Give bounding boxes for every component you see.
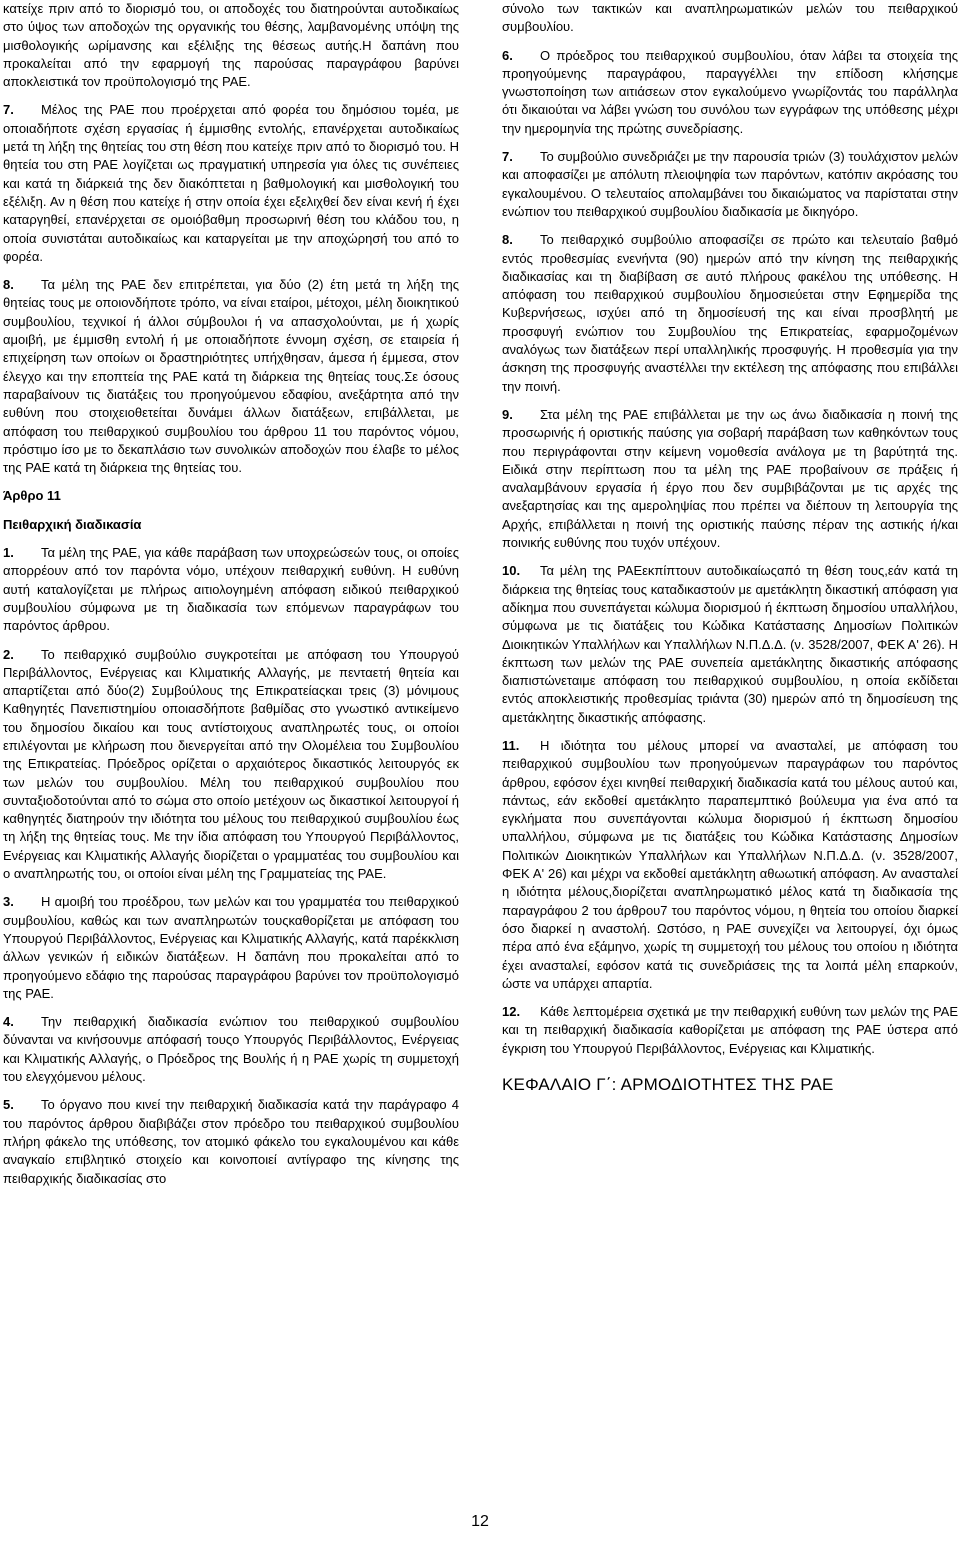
paragraph-7: [3, 101, 459, 266]
paragraph-number: 1.: [3, 545, 14, 561]
paragraph-text: Το πειθαρχικό συμβούλιο συγκροτείται με απόφαση του Υπουργού Περιβάλλοντος, Ενέργειας και Κλιματικής Αλλαγής, με πενταετή θητεία και απαρτίζεται από δύο(2) Συμβούλους της Επικρατείαςκαι τρεις (3) μόνιμους Καθηγητές Πανεπιστημίου οποιασδήποτε βαθμίδας στο γνωστικό αντικείμενο του δημοσίου δικαίου και τους αντίστοιχους αναπληρωτές τους, οι οποίοι επιλέγονται με κλήρωση που διενεργείται από την Ολομέλεια του Συμβουλίου της Επικρατείας. Πρόεδρος ορίζεται ο αρχαιότερος δικαστικός λειτουργός εκ των μελών του συμβουλίου. Μέλη του πειθαρχικού συμβουλίου που συνταξιοδοτούνται από το σώμα στο οποίο μετέχουν ως δικαστικοί λειτουργοί ή καθηγητές διατηρούν την ιδιότητα του μέλους του πειθαρχικού συμβουλίου έως τη λήξη της θητείας τους. Με την ίδια απόφαση του Υπουργού Περιβάλλοντος, Ενέργειας και Κλιματικής Αλλαγής διορίζεται ο γραμματέας του συμβουλίου και ο αναπληρωτής του, οι οποίοι είναι μέλη της Γραμματείας της ΡΑΕ.: [3, 646, 459, 882]
chapter-heading: ΚΕΦΑΛΑΙΟ Γ΄: ΑΡΜΟΔΙΟΤΗΤΕΣ ΤΗΣ ΡΑΕ: [502, 1075, 834, 1095]
paragraph-text: Μέλος της ΡΑΕ που προέρχεται από φορέα του δημόσιου τομέα, με οποιαδήποτε σχέση εργασίας ή έμμισθης εντολής, επανέρχεται αυτοδικαίως μετά τη λήξη της θητείας του στη θέση που κατείχε πριν από το διορισμό του. Η θητεία του στη ΡΑΕ λογίζεται ως πραγματική υπηρεσία για όλες τις συνέπειες και κατά τη διάρκειά της δεν διακόπτεται η βαθμολογική και μισθολογική του εξέλιξη. Αν η θέση που κατείχε ή στην οποία έχει εξελιχθεί δεν είναι κενή ή έχει καταργηθεί, επανέρχεται σε ομοιόβαθμη προσωρινή θέση του κλάδου του, η οποία συνιστάται αυτοδικαίως και καταργείται με την αποχώρησή του από το φορέα.: [3, 102, 459, 264]
article-paragraph-9: [502, 406, 958, 552]
paragraph-text: Το πειθαρχικό συμβούλιο αποφασίζει σε πρώτο και τελευταίο βαθμό εντός προθεσμίας ενενήντα (90) ημερών από την κίνηση της πειθαρχικής διαδικασίας και τη διαβίβαση σε αυτό πλήρους φακέλου της υπόθεσης. Η απόφαση του πειθαρχικού συμβουλίου δημοσιεύεται στην Εφημερίδα της Κυβερνήσεως, ισχύει από τη δημοσίευσή της και είναι προσβλητή με προσφυγή ενώπιον του Συμβουλίου της Επικρατείας, εφαρμοζομένων αναλόγως των διατάξεων περί υπαλληλικής προσφυγής. Η προθεσμία για την άσκηση της προσφυγής αναστέλλει την εκτέλεση της απόφασης που επιβάλλει την ποινή.: [502, 232, 958, 394]
paragraph-number: 4.: [3, 1014, 14, 1030]
paragraph-text: Η αμοιβή του προέδρου, των μελών και του γραμματέα του πειθαρχικού συμβουλίου, καθώς και των αναπληρωτών τουςκαθορίζεται με απόφαση του Υπουργού Περιβάλλοντος, Ενέργειας και Κλιματικής Αλλαγής, κατά παρέκκλιση άλλων γενικών ή ειδικών διατάξεων. Η δαπάνη που προκαλείται από το προηγούμενο εδάφιο της παρούσας παραγράφου βαρύνει τον προϋπολογισμό της ΡΑΕ.: [3, 894, 459, 1001]
paragraph-number: 11.: [502, 737, 520, 753]
paragraph-number: 9.: [502, 406, 513, 422]
left-column: [3, 0, 459, 1198]
article-paragraph-8: [502, 231, 958, 396]
article-paragraph-10: [502, 562, 958, 727]
article-title: Άρθρο 11: [3, 488, 61, 504]
article-paragraph-12: [502, 1003, 958, 1058]
article-paragraph-7: [502, 148, 958, 221]
paragraph-continuation: κατείχε πριν από το διορισμό του, οι αποδοχές του διατηρούνται αυτοδικαίως στο ύψος των αποδοχών της οργανικής του θέσης, λαμβανομένης υπόψη της μισθολογικής ωρίμανσης και εξέλιξης της θέσεως αυτής.Η δαπάνη που προκαλείται από την εφαρμογή της παρούσας παραγράφου βαρύνει αποκλειστικά τον προϋπολογισμό της ΡΑΕ.: [3, 1, 459, 90]
paragraph-number: 8.: [502, 232, 513, 248]
article-paragraph-3: [3, 893, 459, 1003]
article-subtitle: Πειθαρχική διαδικασία: [3, 516, 142, 532]
paragraph-number: 7.: [502, 149, 513, 165]
article-paragraph-4: [3, 1013, 459, 1086]
paragraph-text: Κάθε λεπτομέρεια σχετικά με την πειθαρχική ευθύνη των μελών της ΡΑΕ και τη πειθαρχική διαδικασία καθορίζεται με απόφαση της ΡΑΕ ύστερα από έγκριση του Υπουργού Περιβάλλοντος, Ενέργειας και Κλιματικής.: [502, 1004, 958, 1056]
paragraph-text: Τα μέλη της ΡΑΕεκπίπτουν αυτοδικαίωςαπό τη θέση τους,εάν κατά τη διάρκεια της θητείας τους καταδικαστούν με αμετάκλητη δικαστική απόφαση για αδίκημα που συνεπάγεται κώλυμα διορισμού ή έκπτωση δημοσίου υπαλλήλου, σύμφωνα με τις διατάξεις του Κώδικα Κατάστασης Δημοσίων Πολιτικών Διοικητικών Υπαλλήλων και Υπαλλήλων Ν.Π.Δ.Δ. (ν. 3528/2007, ΦΕΚ Α' 26). Η έκπτωση των μελών της ΡΑΕ συνεπεία αμετάκλητης δικαστικής απόφασης διαπιστώνεταιμε απόφαση του πειθαρχικού συμβουλίου, η οποία εκδίδεται εντός αποκλειστικής προθεσμίας τριάντα (30) ημερών από τη δημοσίευση της αμετάκλητης δικαστικής απόφασης.: [502, 563, 958, 725]
paragraph-text: Το συμβούλιο συνεδριάζει με την παρουσία τριών (3) τουλάχιστον μελών και αποφασίζει με απόλυτη πλειοψηφία των παρόντων, κατόπιν ακρόασης του εγκαλουμένου. Ο τελευταίος απολαμβάνει του δικαιώματος να παρίσταται στην ενώπιον του πειθαρχικού συμβουλίου διαδικασία με δικηγόρο.: [502, 149, 958, 219]
paragraph-number: 6.: [502, 47, 513, 63]
paragraph-number: 3.: [3, 894, 14, 910]
paragraph-text: Την πειθαρχική διαδικασία ενώπιον του πειθαρχικού συμβουλίου δύνανται να κινήσουνμε απόφασή τουςο Υπουργός Περιβάλλοντος, Ενέργειας και Κλιματικής Αλλαγής, ο Πρόεδρος της Βουλής ή η ΡΑΕ χωρίς τη συμμετοχή του ελεγχόμενου μέλους.: [3, 1014, 459, 1085]
article-paragraph-11: [502, 737, 958, 993]
paragraph-text: Η ιδιότητα του μέλους μπορεί να ανασταλεί, με απόφαση του πειθαρχικού συμβουλίου των προηγούμενων παραγράφων του παρόντος άρθρου, εφόσον έχει κινηθεί πειθαρχική διαδικασία κατά του μέλους αυτού και, πάντως, εάν εκδοθεί αμετάκλητο παραπεμπτικό βούλευμα για ένα από τα εγκλήματα που συνεπάγονται κώλυμα διορισμού ή έκπτωση δημοσίου υπαλλήλου, σύμφωνα με τις διατάξεις του Κώδικα Κατάστασης Δημοσίων Πολιτικών Διοικητικών Υπαλλήλων και Υπαλλήλων Ν.Π.Δ.Δ. (ν. 3528/2007, ΦΕΚ Α' 26) και μέχρι να εκδοθεί αμετάκλητη αθωωτική απόφαση. Αν ανασταλεί η ιδιότητα μέλους,διορίζεται αναπληρωματικό μέλος κατά τη διαδικασία της παραγράφου 2 του άρθρου7 του παρόντος νόμου, η θητεία του οποίου διαρκεί όσο διαρκεί η αναστολή. Ωστόσο, η ΡΑΕ συνεχίζει να λειτουργεί, όχι όμως πέρα από ένα εξάμηνο, χωρίς τη συμμετοχή του μέλους του οποίου η ιδιότητα έχει ανασταλεί, εφόσον κατά τις συνεδριάσεις της τα λοιπά μέλη επαρκούν, ώστε να υπάρχει απαρτία.: [502, 737, 958, 991]
article-paragraph-6: [502, 47, 958, 138]
paragraph-8: [3, 276, 459, 477]
paragraph-number: 7.: [3, 102, 14, 118]
paragraph-text: Τα μέλη της ΡΑΕ δεν επιτρέπεται, για δύο (2) έτη μετά τη λήξη της θητείας τους με οποιονδήποτε τρόπο, να είναι εταίροι, μέτοχοι, μέλη διοικητικού συμβουλίου, τεχνικοί ή άλλοι σύμβουλοι ή να απασχολούνται, με ή χωρίς αμοιβή, με έμμισθη εντολή ή με οποιαδήποτε έννομη σχέση, σε εταιρεία ή επιχείρηση των οποίων οι δραστηριότητες υπήχθησαν, άμεσα ή έμμεσα, στον έλεγχο και την εποπτεία της ΡΑΕ κατά τη διάρκεια της θητείας τους.Σε όσους παραβαίνουν τις διατάξεις του προηγούμενου εδαφίου, ανεξάρτητα από την ευθύνη που στοιχειοθετείται δυνάμει άλλων διατάξεων, επιβάλλεται, με απόφαση του πειθαρχικού συμβουλίου του άρθρου 11 του παρόντος νόμου, πρόστιμο ίσο με το δεκαπλάσιο των συνολικών αποδοχών που έλαβε το μέλος της ΡΑΕ κατά τη διάρκεια της θητείας του.: [3, 277, 459, 476]
article-paragraph-2: [3, 646, 459, 884]
paragraph-text: Το όργανο που κινεί την πειθαρχική διαδικασία κατά την παράγραφο 4 του παρόντος άρθρου διαβιβάζει στον πρόεδρο του πειθαρχικού συμβουλίου πλήρη φάκελο της υπόθεσης, τον ατομικό φάκελο του εγκαλουμένου και κάθε αναγκαίο επιβλητικό στοιχείο και κοινοποιεί αντίγραφο της κίνησης της πειθαρχικής διαδικασίας στο: [3, 1097, 459, 1186]
article-paragraph-5: [3, 1096, 459, 1187]
page-number: 12: [471, 1513, 489, 1530]
paragraph-continuation: σύνολο των τακτικών και αναπληρωματικών μελών του πειθαρχικού συμβουλίου.: [502, 1, 958, 35]
paragraph-number: 12.: [502, 1004, 521, 1020]
paragraph-text: Στα μέλη της ΡΑΕ επιβάλλεται με την ως άνω διαδικασία η ποινή της προσωρινής ή οριστικής παύσης για σοβαρή παράβαση των καθηκόντων τους που περιγράφονται στην κείμενη νομοθεσία ανάλογα με τη βαρύτητά της. Ειδικά στην περίπτωση που τα μέλη της ΡΑΕ προβαίνουν σε πράξεις ή αναλαμβάνουν εργασία ή έργο που δεν συμβιβάζονται με τις αρχές της ανεξαρτησίας και της αμεροληψίας που πρέπει να διέπουν τη λειτουργία της Αρχής, επιβάλλεται η ποινή της οριστικής παύσης πέραν της αστικής ή/και ποινικής ευθύνης που τυχόν υπέχουν.: [502, 406, 958, 551]
paragraph-text: Ο πρόεδρος του πειθαρχικού συμβουλίου, όταν λάβει τα στοιχεία της προηγούμενης παραγράφου, παραγγέλλει την επίδοση κλήσηςμε γνωστοποίηση των αιτιάσεων στον εγκαλούμενο γνωρίζοντάς του παράλληλα ότι δικαιούται να λάβει γνώση του συνόλου των εγγράφων της υπόθεσης μέχρι την ημερομηνία της πρώτης συνεδρίασης.: [502, 47, 958, 136]
paragraph-number: 2.: [3, 646, 14, 662]
paragraph-number: 8.: [3, 277, 14, 293]
paragraph-text: Τα μέλη της ΡΑΕ, για κάθε παράβαση των υποχρεώσεών τους, οι οποίες απορρέουν από τον παρόντα νόμο, υπέχουν πειθαρχική ευθύνη. Η ευθύνη αυτή καταλογίζεται με πλήρως αιτιολογημένη απόφαση ειδικού πειθαρχικού συμβουλίου σύμφωνα με τη διαδικασία των επόμενων παραγράφων του παρόντος άρθρου.: [3, 545, 459, 634]
article-paragraph-1: [3, 544, 459, 635]
paragraph-number: 5.: [3, 1097, 14, 1113]
paragraph-number: 10.: [502, 563, 521, 579]
right-column: [502, 0, 958, 1096]
